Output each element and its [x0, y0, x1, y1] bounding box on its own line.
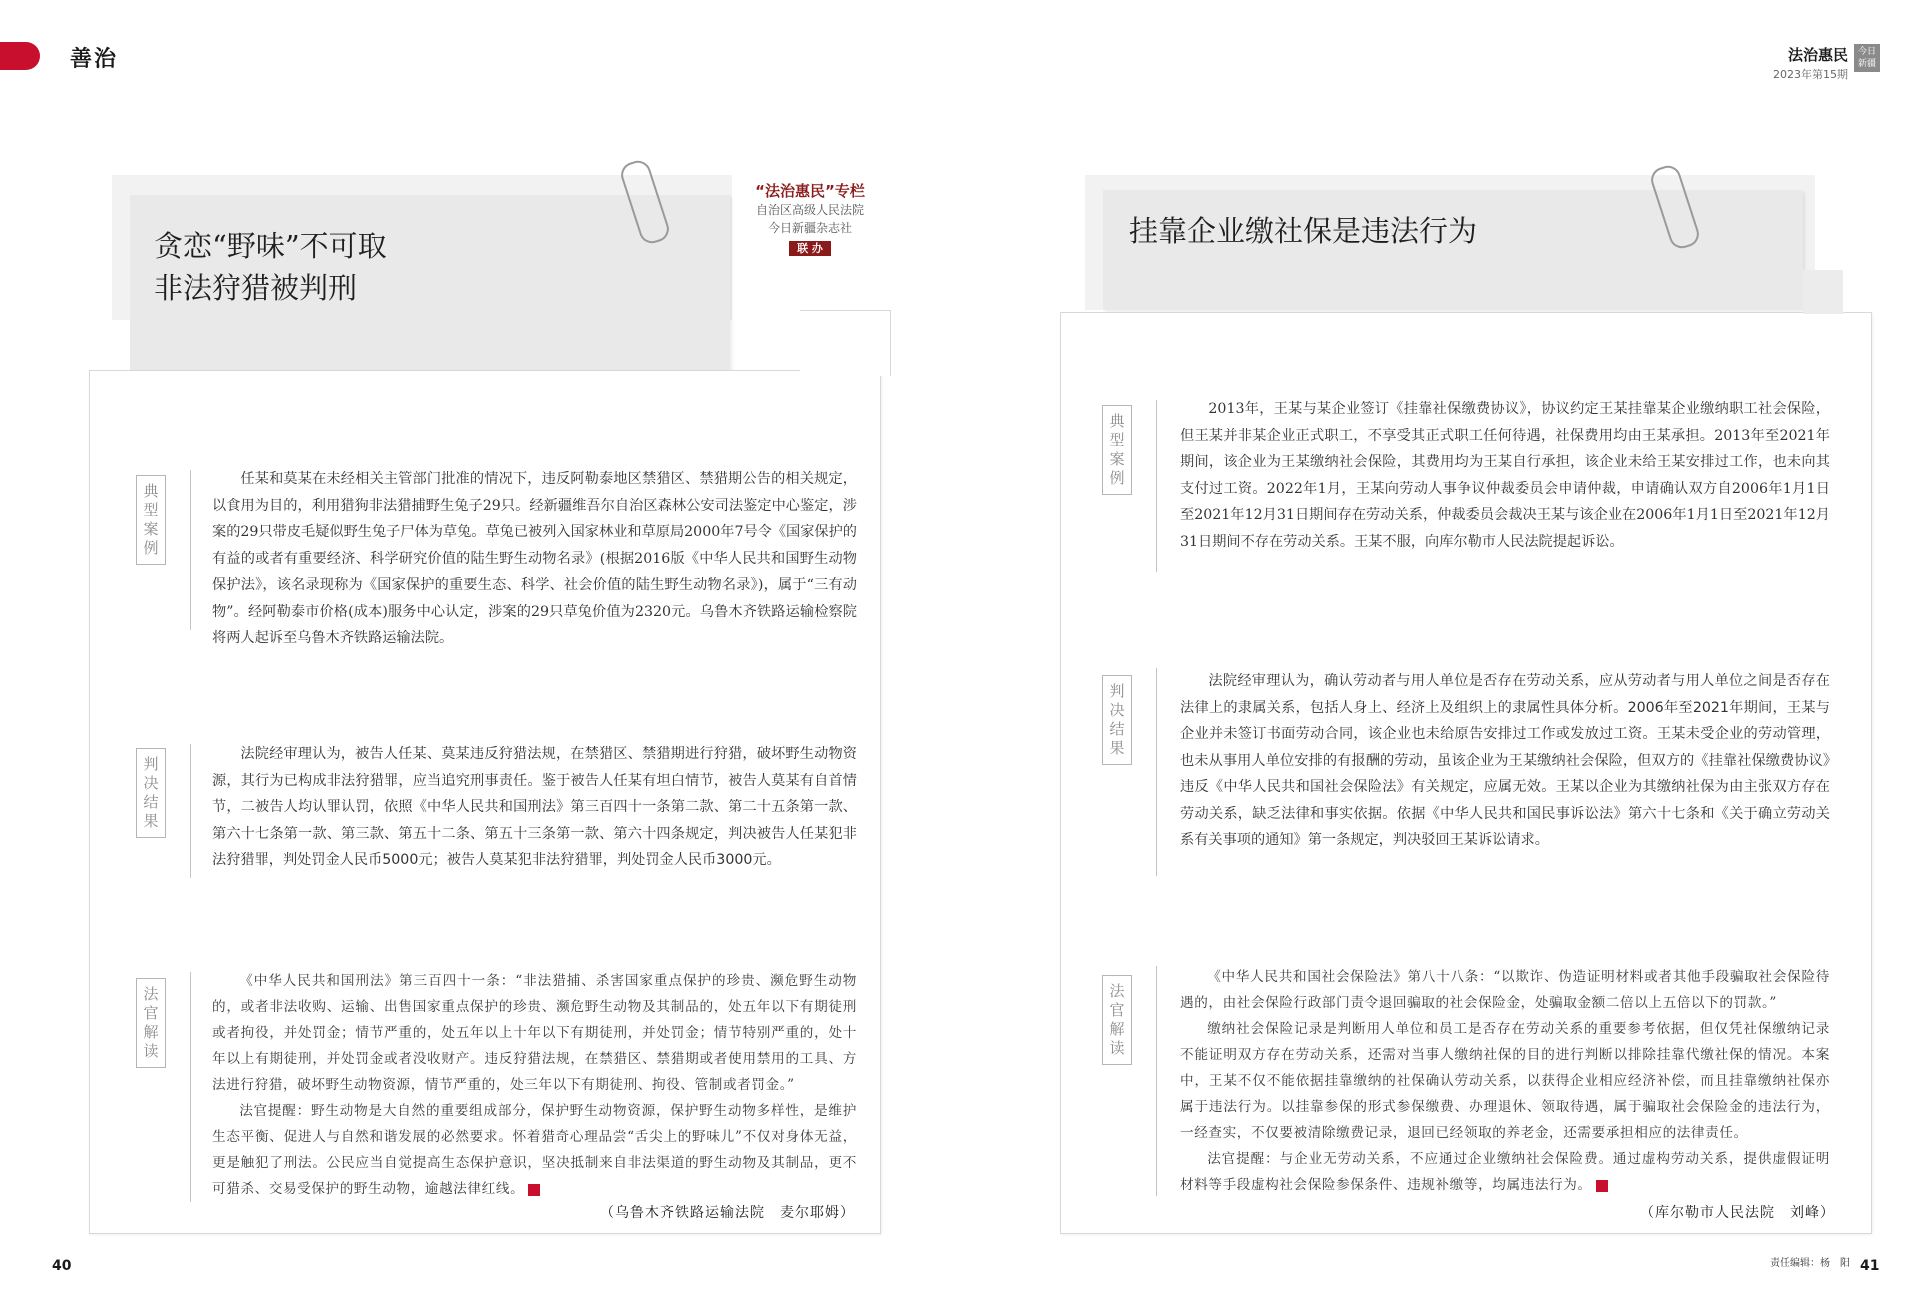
left-page-number: 40 — [52, 1258, 72, 1274]
label-divider — [1156, 400, 1157, 572]
left-interp-reminder-text: 法官提醒：野生动物是大自然的重要组成部分，保护野生动物资源，保护野生动物多样性，是维护生态平衡、促进人与自然和谐发展的必然要求。怀着猎奇心理品尝“舌尖上的野味儿”不仅对身体无益，更是触犯了刑法。公民应当自觉提高生态保护意识，坚决抵制来自非法渠道的野生动物及其制品，更不可猎杀、交易受保护的野生动物，逾越法律红线。 — [212, 1103, 857, 1197]
label-verdict: 判决结果 — [136, 748, 166, 838]
left-title-line2: 非法狩猎被判刑 — [154, 271, 358, 305]
end-mark-icon — [528, 1184, 540, 1196]
magazine-brand — [1773, 44, 1848, 82]
right-signature: （库尔勒市人民法院 刘峰） — [1640, 1205, 1835, 1221]
label-divider — [190, 744, 191, 878]
section-tab-marker — [0, 42, 40, 70]
left-panel-corner — [800, 310, 891, 376]
right-title-card — [1103, 190, 1803, 310]
right-title: 挂靠企业缴社保是违法行为 — [1129, 214, 1478, 248]
left-case-text: 任某和莫某在未经相关主管部门批准的情况下，违反阿勒泰地区禁猎区、禁猎期公告的相关规定，以食用为目的，利用猎狗非法猎捕野生兔子29只。经新疆维吾尔自治区森林公安司法鉴定中心鉴定，涉案的29只带皮毛疑似野生兔子尸体为草兔。草兔已被列入国家林业和草原局2000年7号令《国家保护的有益的或者有重要经济、科学研究价值的陆生野生动物名录》(根据2016版《中华人民共和国野生动物保护法》，该名录现称为《国家保护的重要生态、科学、社会价值的陆生野生动物名录》)，属于“三有动物”。经阿勒泰市价格(成本)服务中心认定，涉案的29只草兔价值为2320元。乌鲁木齐铁路运输检察院将两人起诉至乌鲁木齐铁路运输法院。 — [212, 471, 857, 646]
end-mark-icon — [1596, 1180, 1608, 1192]
label-typical-case: 典型案例 — [136, 475, 166, 565]
label-divider — [1156, 966, 1157, 1196]
right-verdict-text: 法院经审理认为，确认劳动者与用人单位是否存在劳动关系，应从劳动者与用人单位之间是否存在法律上的隶属关系，包括人身上、经济上及组织上的隶属性具体分析。2006年至2021年期间，王某与企业并未签订书面劳动合同，该企业也未给原告安排过工作或发放过工资。王某未受企业的劳动管理，也未从事用人单位安排的有报酬的劳动，虽该企业为王某缴纳社会保险，但双方的《挂靠社保缴费协议》违反《中华人民共和国社会保险法》有关规定，应属无效。王某以企业为其缴纳社保为由主张双方存在劳动关系，缺乏法律和事实依据。依据《中华人民共和国民事诉讼法》第六十七条和《关于确立劳动关系有关事项的通知》第一条规定，判决驳回王某诉讼请求。 — [1180, 673, 1830, 848]
editor-credit: 责任编辑：杨 阳 — [1770, 1258, 1850, 1269]
right-page-number: 41 — [1860, 1258, 1880, 1274]
column-info — [745, 180, 875, 256]
right-interp-analysis: 缴纳社会保险记录是判断用人单位和员工是否存在劳动关系的重要参考依据，但仅凭社保缴纳记录不能证明双方存在劳动关系，还需对当事人缴纳社保的目的进行判断以排除挂靠代缴社保的情况。本案中，王某不仅不能依据挂靠缴纳的社保确认劳动关系，以获得企业相应经济补偿，而且挂靠缴纳社保亦属于违法行为。以挂靠参保的形式参保缴费、办理退休、领取待遇，属于骗取社会保险金的违法行为，一经查实，不仅要被清除缴费记录，退回已经领取的养老金，还需要承担相应的法律责任。 — [1180, 1021, 1830, 1141]
issue-number: 2023年第15期 — [1773, 68, 1848, 81]
right-interp-law: 《中华人民共和国社会保险法》第八十八条：“以欺诈、伪造证明材料或者其他手段骗取社会保险待遇的，由社会保险行政部门责令退回骗取的社会保险金，处骗取金额二倍以上五倍以下的罚款。” — [1180, 969, 1830, 1011]
label-divider — [190, 470, 191, 630]
label-judge-interpretation: 法官解读 — [136, 978, 166, 1068]
left-interp-law: 《中华人民共和国刑法》第三百四十一条：“非法猎捕、杀害国家重点保护的珍贵、濒危野生动物的，或者非法收购、运输、出售国家重点保护的珍贵、濒危野生动物及其制品的，处五年以下有期徒刑或者拘役，并处罚金；情节严重的，处五年以上十年以下有期徒刑，并处罚金；情节特别严重的，处十年以上有期徒刑，并处罚金或者没收财产。违反狩猎法规，在禁猎区、禁猎期或者使用禁用的工具、方法进行狩猎，破坏野生动物资源，情节严重的，处三年以下有期徒刑、拘役、管制或者罚金。” — [212, 973, 857, 1093]
magazine-logo: 今日新疆 — [1854, 44, 1880, 72]
left-verdict-text: 法院经审理认为，被告人任某、莫某违反狩猎法规，在禁猎区、禁猎期进行狩猎，破坏野生动物资源，其行为已构成非法狩猎罪，应当追究刑事责任。鉴于被告人任某有坦白情节，被告人莫某有自首情节，二被告人均认罪认罚，依照《中华人民共和国刑法》第三百四十一条第二款、第二十五条第一款、第六十七条第一款、第三款、第五十二条、第五十三条第一款、第六十四条规定，判决被告人任某犯非法狩猎罪，判处罚金人民币5000元；被告人莫某犯非法狩猎罪，判处罚金人民币3000元。 — [212, 746, 857, 868]
right-interp-reminder — [1180, 1146, 1830, 1198]
left-title-line1: 贪恋“野味”不可取 — [154, 229, 387, 263]
column-org-court: 自治区高级人民法院 — [755, 203, 864, 217]
column-badge: 联 办 — [789, 241, 831, 256]
left-interp-reminder — [212, 1098, 857, 1202]
label-divider — [1156, 668, 1157, 876]
right-interp-reminder-text: 法官提醒：与企业无劳动关系，不应通过企业缴纳社会保险费。通过虚构劳动关系，提供虚假证明材料等手段虚构社会保险参保条件、违规补缴等，均属违法行为。 — [1180, 1151, 1830, 1193]
label-verdict: 判决结果 — [1102, 675, 1132, 765]
column-org-magazine: 今日新疆杂志社 — [767, 221, 852, 235]
right-interp-block — [1180, 964, 1830, 1198]
label-divider — [190, 972, 191, 1202]
column-title: “法治惠民”专栏 — [755, 182, 865, 200]
left-signature: （乌鲁木齐铁路运输法院 麦尔耶姆） — [600, 1205, 855, 1221]
right-panel-fold — [1803, 270, 1843, 314]
label-typical-case: 典型案例 — [1102, 405, 1132, 495]
label-judge-interpretation: 法官解读 — [1102, 975, 1132, 1065]
left-interp-block — [212, 968, 857, 1202]
right-case-text: 2013年，王某与某企业签订《挂靠社保缴费协议》，协议约定王某挂靠某企业缴纳职工社会保险，但王某并非某企业正式职工，不享受其正式职工任何待遇，社保费用均由王某承担。2013年至2021年期间，该企业为王某缴纳社会保险，其费用均为王某自行承担，该企业未给王某安排过工作，也未向其支付过工资。2022年1月，王某向劳动人事争议仲裁委员会申请仲裁，申请确认双方自2006年1月1日至2021年12月31日期间存在劳动关系，仲裁委员会裁决王某与该企业在2006年1月1日至2021年12月31日期间不存在劳动关系。王某不服，向库尔勒市人民法院提起诉讼。 — [1180, 401, 1830, 550]
brand-name: 法治惠民 — [1787, 46, 1848, 64]
section-title: 善治 — [70, 46, 119, 72]
